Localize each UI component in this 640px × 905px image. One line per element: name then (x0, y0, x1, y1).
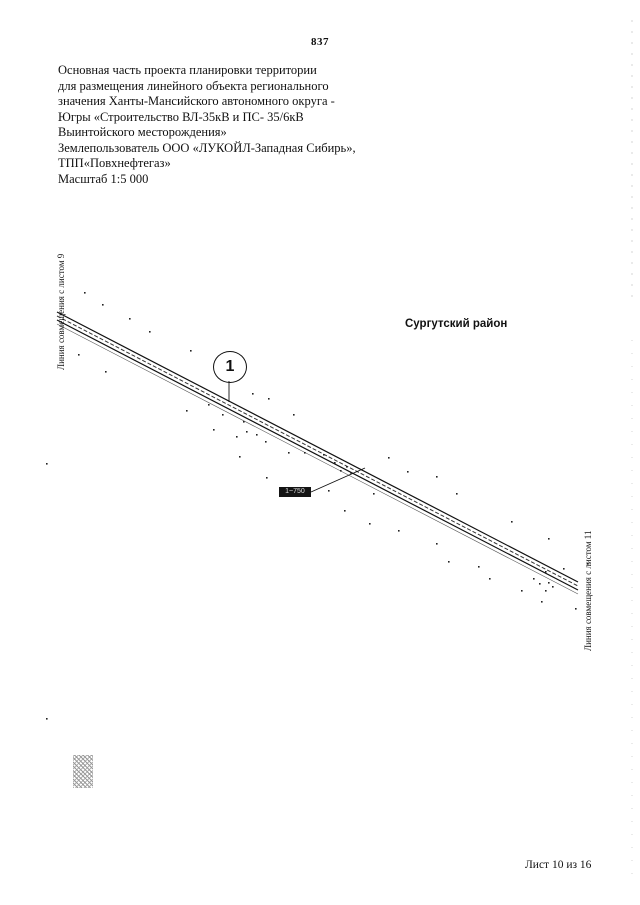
survey-point (84, 292, 86, 294)
survey-point (436, 543, 438, 545)
survey-point (328, 490, 330, 492)
survey-point (388, 457, 390, 459)
survey-point (105, 371, 107, 373)
survey-point (350, 472, 352, 474)
survey-point (46, 718, 48, 720)
survey-point (545, 590, 547, 592)
survey-point (293, 414, 295, 416)
survey-point (373, 493, 375, 495)
scan-stamp-mark (73, 755, 93, 788)
header-line: для размещения линейного объекта регионального (58, 78, 329, 93)
survey-point (511, 521, 513, 523)
survey-point (489, 578, 491, 580)
survey-point (268, 398, 270, 400)
survey-point (448, 561, 450, 563)
header-line: Югры «Строительство ВЛ-35кВ и ПС- 35/6кВ (58, 109, 304, 124)
scale-line: Масштаб 1:5 000 (58, 171, 149, 186)
survey-point (545, 571, 547, 573)
match-line-label-left: Линия совмещения с листом 9 (56, 253, 66, 370)
survey-point (548, 538, 550, 540)
corridor-boundary-line (57, 312, 578, 582)
survey-point (340, 470, 342, 472)
survey-point (456, 493, 458, 495)
survey-point (563, 568, 565, 570)
survey-point (346, 466, 348, 468)
survey-point (541, 601, 543, 603)
header-line: значения Ханты-Мансийского автономного округа - (58, 94, 335, 108)
corridor-edge-line (57, 324, 578, 594)
survey-point (407, 471, 409, 473)
corridor-boundary-line (57, 320, 578, 590)
district-label: Сургутский район (405, 318, 508, 330)
survey-point (129, 318, 131, 320)
survey-point (478, 566, 480, 568)
callout-number: 1 (225, 358, 235, 375)
header-line: ТПП«Повхнефтегаз» (58, 156, 171, 170)
survey-point (246, 431, 248, 433)
callout-leader (311, 468, 365, 492)
survey-point (252, 393, 254, 395)
header-line: Землепользователь ООО «ЛУКОЙЛ-Западная Сибирь», (58, 140, 356, 155)
survey-point (369, 523, 371, 525)
survey-point (266, 477, 268, 479)
survey-point (186, 410, 188, 412)
object-callout-circle (213, 351, 247, 383)
corridor-center-line (57, 316, 578, 586)
match-line-label-right: Линия совмещения с листом 11 (583, 530, 593, 651)
survey-point (436, 476, 438, 478)
survey-point (265, 441, 267, 443)
survey-point (208, 404, 210, 406)
header-line: Выинтойского месторождения» (58, 125, 227, 139)
survey-point (344, 510, 346, 512)
survey-point (548, 582, 550, 584)
survey-point (304, 452, 306, 454)
survey-point (239, 456, 241, 458)
survey-point (46, 463, 48, 465)
object-code-label: 1~750 (279, 487, 311, 497)
survey-point (575, 608, 577, 610)
survey-point (149, 331, 151, 333)
survey-point (521, 590, 523, 592)
survey-point (256, 434, 258, 436)
survey-point (539, 583, 541, 585)
survey-point (190, 350, 192, 352)
survey-point (552, 586, 554, 588)
survey-point (288, 452, 290, 454)
survey-point (334, 462, 336, 464)
sheet-number-footer: Лист 10 из 16 (525, 859, 592, 871)
survey-point (323, 454, 325, 456)
survey-point (243, 421, 245, 423)
survey-point (398, 530, 400, 532)
header-line: Основная часть проекта планировки территории (58, 63, 317, 77)
survey-point (533, 578, 535, 580)
survey-point (213, 429, 215, 431)
page-number: 837 (311, 36, 329, 48)
survey-point (78, 354, 80, 356)
survey-point (102, 304, 104, 306)
survey-point (236, 436, 238, 438)
survey-point (222, 414, 224, 416)
